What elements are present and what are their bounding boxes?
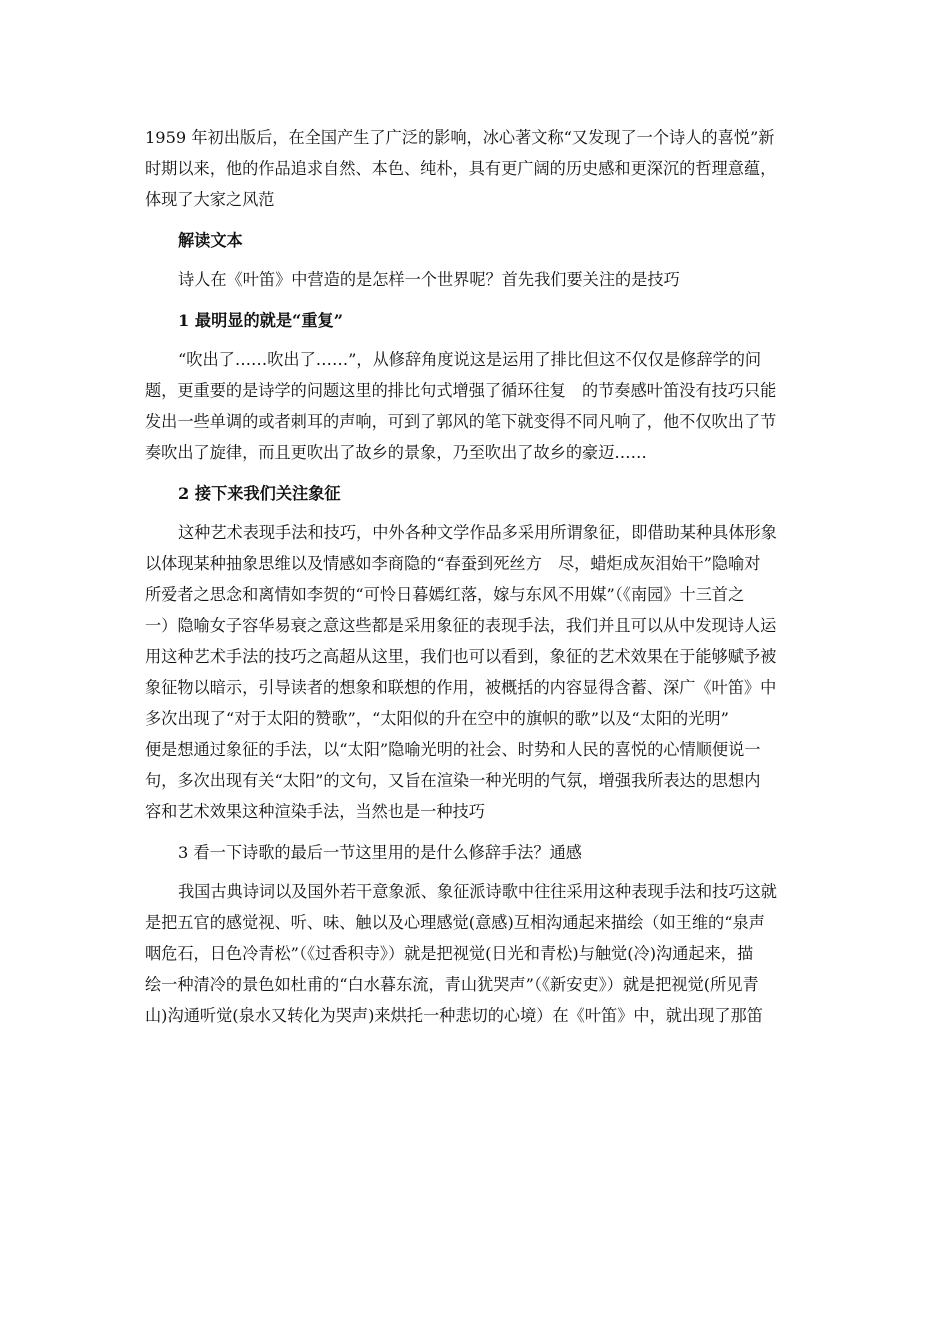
- text-line: 发出一些单调的或者刺耳的声响，可到了郭风的笔下就变得不同凡响了，他不仅吹出了节: [145, 412, 777, 431]
- text-line: 咽危石，日色冷青松”（《过香积寺》）就是把视觉(日光和青松)与触觉(冷)沟通起来，描: [145, 944, 754, 963]
- text-line: 体现了大家之风范: [145, 190, 275, 209]
- text-line: 容和艺术效果这种渲染手法，当然也是一种技巧: [145, 802, 485, 821]
- paragraph-intro: [145, 264, 809, 295]
- text-line: “吹出了……吹出了……”，从修辞角度说这是运用了排比但这不仅仅是修辞学的问: [178, 350, 762, 369]
- section-heading-symbolism: 2 接下来我们关注象征: [178, 484, 341, 503]
- text-line: 我国古典诗词以及国外若干意象派、象征派诗歌中往往采用这种表现手法和技巧这就: [178, 882, 777, 901]
- section-heading-repetition: 1 最明显的就是“重复”: [178, 311, 344, 330]
- text-line: 奏吹出了旋律，而且更吹出了故乡的景象，乃至吹出了故乡的豪迈……: [145, 443, 647, 462]
- text-line: 1959 年初出版后，在全国产生了广泛的影响，冰心著文称“又发现了一个诗人的喜悦”新: [145, 128, 775, 147]
- paragraph-synesthesia: [145, 876, 809, 1031]
- text-line: 所爱者之思念和离情如李贺的“可怜日暮嫣红落，嫁与东风不用媒”（《南园》十三首之: [145, 585, 745, 604]
- section-heading-reading: 解读文本: [178, 231, 243, 250]
- text-line: 句，多次出现有关“太阳”的文句，又旨在渲染一种光明的气氛，增强我所表达的思想内: [145, 771, 761, 790]
- text-line: 多次出现了“对于太阳的赞歌”，“太阳似的升在空中的旗帜的歌”以及“太阳的光明”: [145, 709, 729, 728]
- paragraph-publication: [145, 122, 809, 215]
- text-line: 一）隐喻女子容华易衰之意这些都是采用象征的表现手法，我们并且可以从中发现诗人运: [145, 616, 777, 635]
- text-line: 山)沟通听觉(泉水又转化为哭声)来烘托一种悲切的心境）在《叶笛》中，就出现了那笛: [145, 1006, 763, 1025]
- text-line: 题，更重要的是诗学的问题这里的排比句式增强了循环往复 的节奏感叶笛没有技巧只能: [145, 381, 777, 400]
- paragraph-symbolism: [145, 517, 809, 827]
- text-line: 便是想通过象征的手法，以“太阳”隐喻光明的社会、时势和人民的喜悦的心情顺便说一: [145, 740, 761, 759]
- text-line: 诗人在《叶笛》中营造的是怎样一个世界呢？首先我们要关注的是技巧: [178, 270, 680, 289]
- text-line: 以体现某种抽象思维以及情感如李商隐的“春蚕到死丝方 尽，蜡炬成灰泪始干”隐喻对: [145, 554, 761, 573]
- text-line: 时期以来，他的作品追求自然、本色、纯朴，具有更广阔的历史感和更深沉的哲理意蕴，: [145, 159, 777, 178]
- section-heading-synesthesia: 3 看一下诗歌的最后一节这里用的是什么修辞手法？通感: [178, 843, 582, 862]
- paragraph-repetition: [145, 344, 809, 468]
- text-line: 用这种艺术手法的技巧之高超从这里，我们也可以看到，象征的艺术效果在于能够赋予被: [145, 647, 777, 666]
- document-page: [145, 122, 809, 1041]
- text-line: 是把五官的感觉视、听、味、触以及心理感觉(意感)互相沟通起来描绘（如王维的“泉声: [145, 913, 765, 932]
- text-line: 这种艺术表现手法和技巧，中外各种文学作品多采用所谓象征，即借助某种具体形象: [178, 523, 777, 542]
- text-line: 象征物以暗示，引导读者的想象和联想的作用，被概括的内容显得含蓄、深广《叶笛》中: [145, 678, 777, 697]
- text-line: 绘一种清冷的景色如杜甫的“白水暮东流，青山犹哭声”（《新安吏》）就是把视觉(所见青: [145, 975, 759, 994]
